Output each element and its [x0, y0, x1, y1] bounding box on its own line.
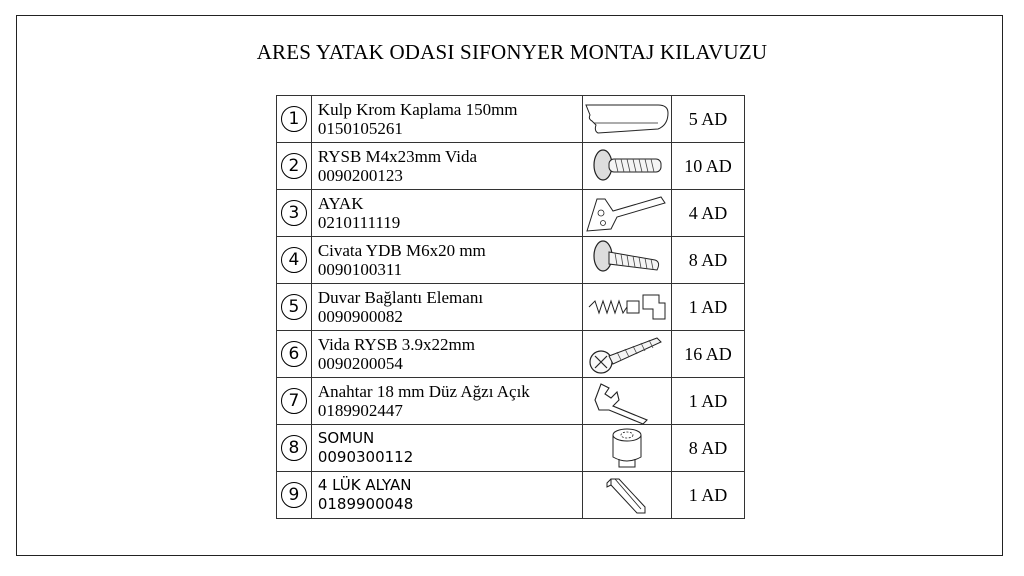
- table-row: [277, 143, 745, 190]
- nut-icon: [597, 425, 657, 471]
- part-quantity: 16 AD: [672, 331, 745, 378]
- bolt-icon: [587, 238, 667, 282]
- table-row: [277, 378, 745, 425]
- part-quantity: 1 AD: [672, 472, 745, 519]
- wall-anchor-icon: [585, 289, 669, 325]
- handle-icon: [584, 99, 670, 139]
- item-number: 9: [281, 482, 307, 508]
- table-row: [277, 425, 745, 472]
- wrench-icon: [587, 378, 667, 424]
- part-code: 0090100311: [317, 260, 403, 279]
- part-code: 0090200123: [317, 166, 403, 185]
- table-row: [277, 190, 745, 237]
- part-code: 0189902447: [317, 401, 403, 420]
- part-name: RYSB M4x23mm Vida: [317, 147, 478, 166]
- parts-table: [276, 95, 745, 519]
- page-title: ARES YATAK ODASI SIFONYER MONTAJ KILAVUZU: [256, 40, 768, 64]
- foot-bracket-icon: [583, 191, 671, 235]
- part-name: 4 LÜK ALYAN: [317, 476, 412, 494]
- item-number: 5: [281, 294, 307, 320]
- part-name: Vida RYSB 3.9x22mm: [317, 335, 476, 354]
- item-number: 8: [281, 435, 307, 461]
- part-quantity: 5 AD: [672, 96, 745, 143]
- part-code: 0150105261: [317, 119, 403, 138]
- part-code: 0090900082: [317, 307, 403, 326]
- item-number: 3: [281, 200, 307, 226]
- part-name: Duvar Bağlantı Elemanı: [317, 288, 484, 307]
- item-number: 7: [281, 388, 307, 414]
- item-number: 4: [281, 247, 307, 273]
- table-row: [277, 96, 745, 143]
- part-code: 0210111119: [317, 213, 401, 232]
- part-name: AYAK: [317, 194, 364, 213]
- item-number: 2: [281, 153, 307, 179]
- item-number: 6: [281, 341, 307, 367]
- part-quantity: 1 AD: [672, 378, 745, 425]
- table-row: [277, 284, 745, 331]
- part-quantity: 10 AD: [672, 143, 745, 190]
- screw-icon: [585, 332, 669, 376]
- part-code: 0189900048: [317, 495, 414, 513]
- part-quantity: 8 AD: [672, 237, 745, 284]
- item-number: 1: [281, 106, 307, 132]
- table-row: [277, 472, 745, 519]
- part-quantity: 1 AD: [672, 284, 745, 331]
- part-name: Kulp Krom Kaplama 150mm: [317, 100, 518, 119]
- part-quantity: 8 AD: [672, 425, 745, 472]
- part-code: 0090200054: [317, 354, 403, 373]
- table-row: [277, 331, 745, 378]
- part-quantity: 4 AD: [672, 190, 745, 237]
- part-code: 0090300112: [317, 448, 414, 466]
- allen-key-icon: [597, 473, 657, 517]
- part-name: Anahtar 18 mm Düz Ağzı Açık: [317, 382, 530, 401]
- part-name: SOMUN: [317, 429, 375, 447]
- bolt-icon: [587, 145, 667, 187]
- part-name: Civata YDB M6x20 mm: [317, 241, 486, 260]
- table-row: [277, 237, 745, 284]
